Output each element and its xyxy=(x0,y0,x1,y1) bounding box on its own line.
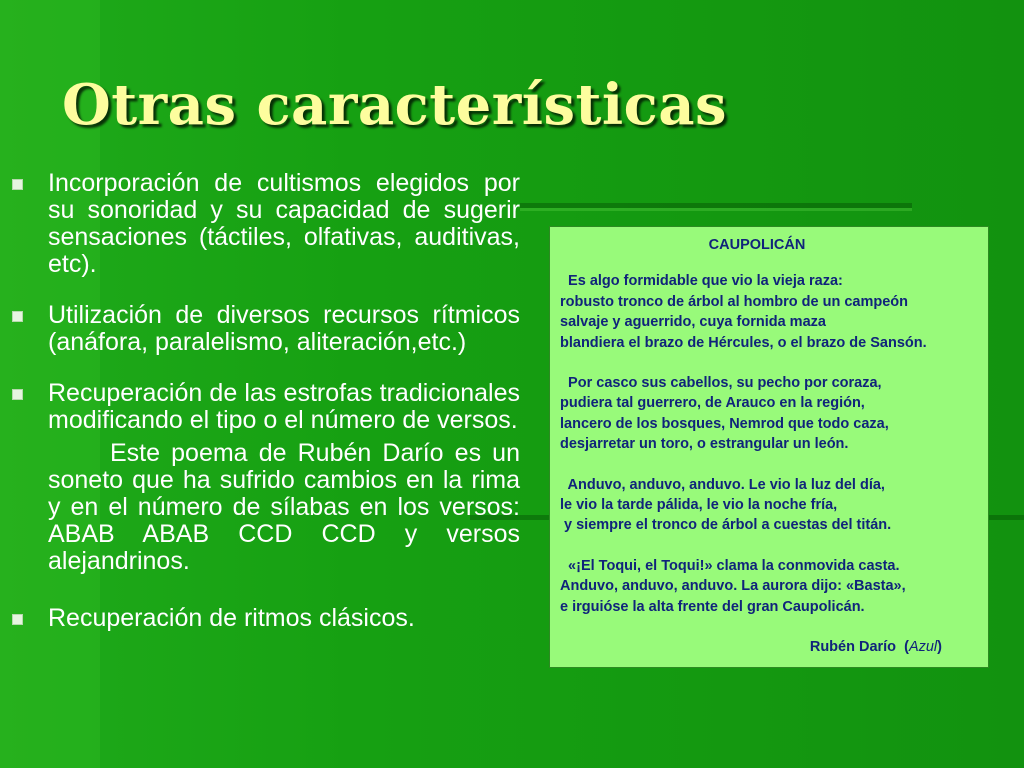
background-stripe xyxy=(520,208,912,211)
poem-line: Es algo formidable que vio la vieja raza: xyxy=(560,273,843,290)
poem-line: lancero de los bosques, Nemrod que todo caza, xyxy=(560,415,889,432)
bullet-item xyxy=(10,170,520,278)
poem-box xyxy=(549,226,989,668)
poem-stanza xyxy=(560,271,984,353)
bullet-item xyxy=(10,302,520,356)
square-bullet-icon xyxy=(12,311,23,322)
poem-line: blandiera el brazo de Hércules, o el brazo de Sansón. xyxy=(560,334,927,351)
bullet-list xyxy=(10,170,520,656)
poem-line: Anduvo, anduvo, anduvo. Le vio la luz del día, xyxy=(560,476,885,493)
poem-stanza xyxy=(560,556,984,617)
poem-line: desjarretar un toro, o estrangular un león. xyxy=(560,436,849,453)
poem-line: Anduvo, anduvo, anduvo. La aurora dijo: «Basta», xyxy=(560,578,906,595)
poem-line: Por casco sus cabellos, su pecho por coraza, xyxy=(560,375,882,392)
poem-book: Azul xyxy=(908,639,938,656)
poem-stanza xyxy=(560,373,984,455)
square-bullet-icon xyxy=(12,389,23,400)
poem-line: e irguióse la alta frente del gran Caupolicán. xyxy=(560,598,865,615)
poem-line: y siempre el tronco de árbol a cuestas del titán. xyxy=(560,517,892,534)
bullet-text: Recuperación de las estrofas tradicionales modificando el tipo o el número de versos. xyxy=(48,379,520,434)
bullet-text: Recuperación de ritmos clásicos. xyxy=(48,604,415,632)
poem-line: salvaje y aguerrido, cuya fornida maza xyxy=(560,314,826,331)
slide-title: Otras características xyxy=(62,72,728,138)
poem-line: pudiera tal guerrero, de Arauco en la región, xyxy=(560,395,865,412)
bullet-text: Utilización de diversos recursos rítmicos (anáfora, paralelismo, aliteración,etc.) xyxy=(48,301,520,356)
note-text: Este poema de Rubén Darío es un soneto que ha sufrido cambios en la rima y en el número de sílabas en los versos: ABAB ABAB CCD CCD y versos alejandrinos. xyxy=(48,439,520,575)
poem-title: CAUPOLICÁN xyxy=(708,237,806,253)
poem-author: Rubén Darío xyxy=(809,639,897,656)
bullet-item xyxy=(10,605,520,632)
poem-line: robusto tronco de árbol al hombro de un campeón xyxy=(560,293,909,310)
bullet-item xyxy=(10,380,520,434)
bullet-note xyxy=(10,440,520,575)
poem-signature: Rubén Darío (Azul) xyxy=(809,639,942,656)
square-bullet-icon xyxy=(12,179,23,190)
poem-line: le vio la tarde pálida, le vio la noche fría, xyxy=(560,497,838,514)
poem-stanza xyxy=(560,475,984,536)
poem-line: «¡El Toqui, el Toqui!» clama la conmovida casta. xyxy=(560,557,900,574)
square-bullet-icon xyxy=(12,614,23,625)
bullet-text: Incorporación de cultismos elegidos por su sonoridad y su capacidad de sugerir sensaciones (táctiles, olfativas, auditivas, etc). xyxy=(48,169,520,278)
